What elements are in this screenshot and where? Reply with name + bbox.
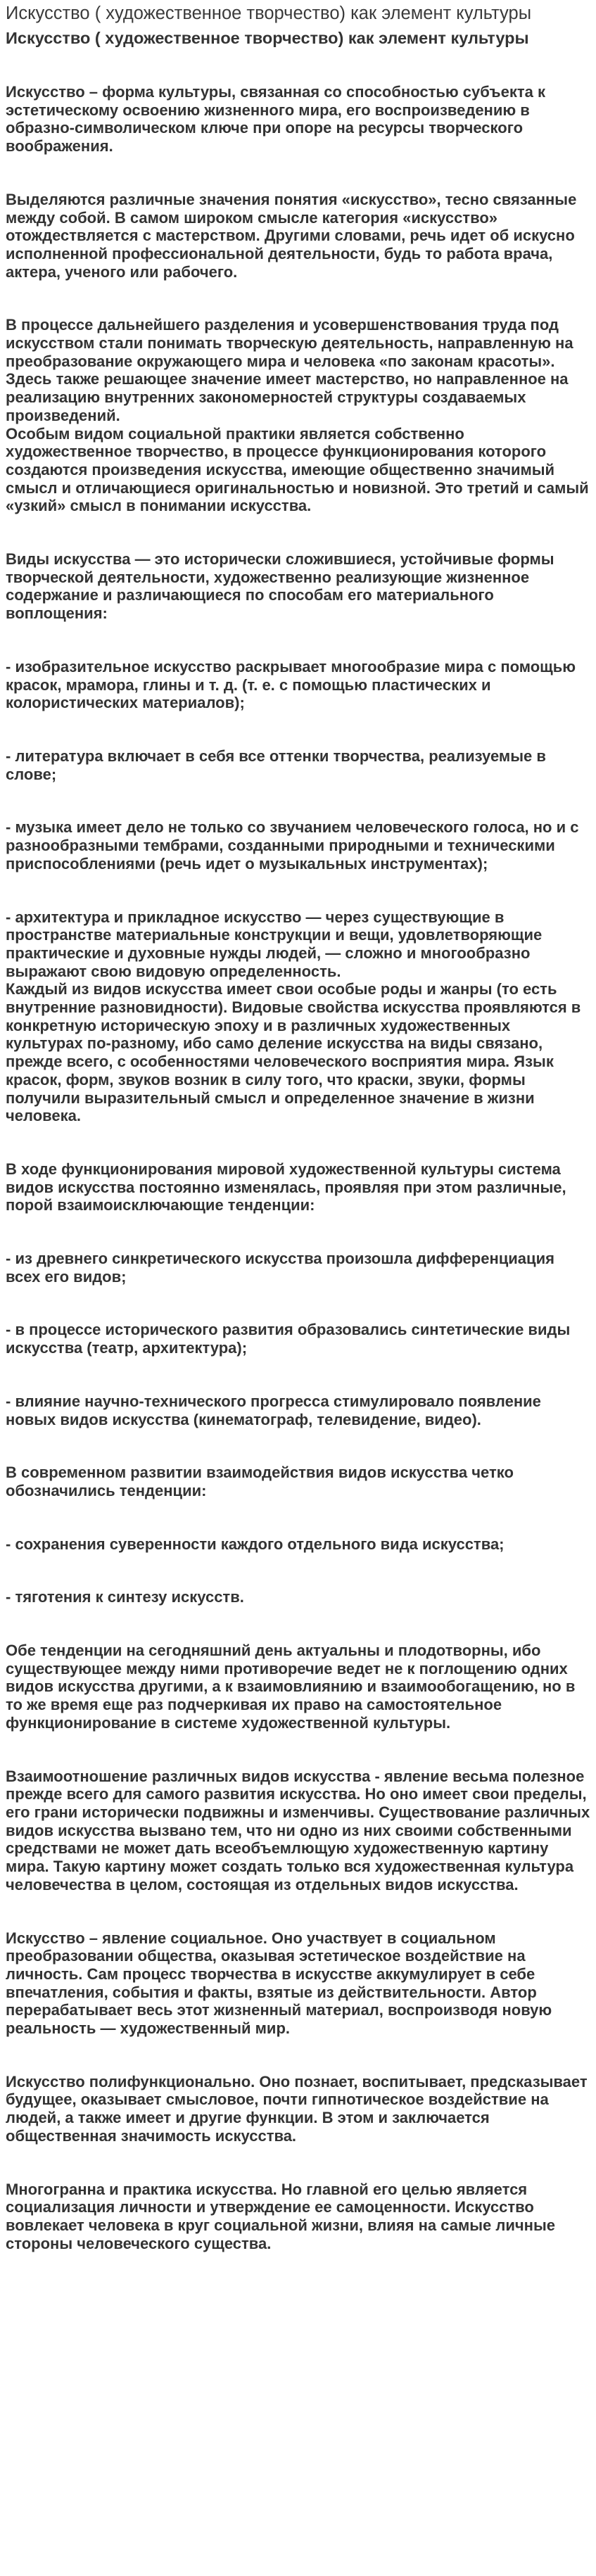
- list-item-music: - музыка имеет дело не только со звучанием человеческого голоса, но и с разнообразными тембрами, созданными природными и техническими приспособлениями (речь идет о музыкальных инструментах);: [6, 818, 579, 873]
- list-item-literature: - литература включает в себя все оттенки творчества, реализуемые в слове;: [6, 747, 546, 783]
- list-item-differentiation: - из древнего синкретического искусства произошла дифференциация всех его видов;: [6, 1250, 554, 1286]
- paragraph-division-of-labor: В процессе дальнейшего разделения и усовершенствования труда под искусством стали понимать творческую деятельность, направленную на преобразование окружающего мира и человека «по законам красоты». Здесь также решающее значение имеет мастерство, но направленное на реализацию внутренних закономерностей структуры создаваемых произведений.: [6, 316, 573, 424]
- page-title: Искусство ( художественное творчество) как элемент культуры: [6, 4, 532, 23]
- list-item-new-arts: - влияние научно-технического прогресса стимулировало появление новых видов искусства (кинематограф, телевидение, видео).: [6, 1392, 541, 1428]
- paragraph-interrelation: Взаимоотношение различных видов искусства - явление весьма полезное прежде всего для самого развития искусства. Но оно имеет свои пределы, его грани исторически подвижны и изменчивы. Существование различных видов искусства вызвано тем, что ни одно из них своими собственными средствами не может дать всеобъемлющую художественную картину мира. Такую картину может создать только вся художественная культура человечества в целом, состоящая из отдельных видов искусства.: [6, 1767, 590, 1893]
- paragraph-system-changes: В ходе функционирования мировой художественной культуры система видов искусства постоянно изменялась, проявляя при этом различные, порой взаимоисключающие тенденции:: [6, 1160, 566, 1214]
- paragraph-kinds-of-art: Виды искусства — это исторически сложившиеся, устойчивые формы творческой деятельности, художественно реализующие жизненное содержание и различающиеся по способам его материального воплощения:: [6, 550, 554, 623]
- paragraph-modern-tendencies: В современном развитии взаимодействия видов искусства четко обозначились тенденции:: [6, 1464, 514, 1499]
- paragraph-definition: Искусство – форма культуры, связанная со способностью субъекта к эстетическому освоению жизненного мира, его воспроизведению в образно-символическом ключе при опоре на ресурсы творческого воображения.: [6, 83, 545, 156]
- paragraph-genres: Каждый из видов искусства имеет свои особые роды и жанры (то есть внутренние разновидности). Видовые свойства искусства проявляются в конкретную историческую эпоху и в различных художественных культурах по-разному, ибо само деление искусства на виды связано, прежде всего, с особенностями человеческого восприятия мира. Язык красок, форм, звуков возник в силу того, что краски, звуки, формы получили выразительный смысл и определенное значение в жизни человека.: [6, 980, 581, 1125]
- paragraph-artistic-creation: Особым видом социальной практики является собственно художественное творчество, в процессе функционирования которого создаются произведения искусства, имеющие общественно значимый смысл и отличающиеся оригинальностью и новизной. Это третий и самый «узкий» смысл в понимании искусства.: [6, 424, 589, 515]
- paragraph-practice: Многогранна и практика искусства. Но главной его целью является социализация личности и утверждение ее самоценности. Искусство вовлекает человека в круг социальной жизни, влияя на самые личные стороны человеческого существа.: [6, 2180, 555, 2252]
- list-item-synthetic-arts: - в процессе исторического развития образовались синтетические виды искусства (театр, архитектура);: [6, 1321, 571, 1357]
- paragraph-social-phenomenon: Искусство – явление социальное. Оно участвует в социальном преобразовании общества, оказывая эстетическое воздействие на личность. Сам процесс творчества в искусстве аккумулирует в себе впечатления, события и факты, взятые из действительности. Автор перерабатывает весь этот жизненный материал, воспроизводя новую реальность — художественный мир.: [6, 1929, 552, 2038]
- list-item-fine-art: - изобразительное искусство раскрывает многообразие мира с помощью красок, мрамора, глины и т. д. (т. е. с помощью пластических и колористических материалов);: [6, 657, 576, 712]
- list-item-synthesis: - тяготения к синтезу искусств.: [6, 1588, 244, 1606]
- list-item-sovereignty: - сохранения суверенности каждого отдельного вида искусства;: [6, 1535, 505, 1553]
- article-heading: Искусство ( художественное творчество) как элемент культуры: [6, 29, 529, 47]
- paragraph-both-tendencies: Обе тенденции на сегодняшний день актуальны и плодотворны, ибо существующее между ними противоречие ведет не к поглощению одних видов искусства другими, а к взаимовлиянию и взаимообогащению, но в то же время еще раз подчеркивая их право на самостоятельное функционирование в системе художественной культуры.: [6, 1642, 576, 1732]
- list-item-architecture: - архитектура и прикладное искусство — через существующие в пространстве материальные конструкции и вещи, удовлетворяющие практические и духовные нужды людей, — сложно и многообразно выражают свою видовую определенность.: [6, 908, 543, 980]
- paragraph-meanings: Выделяются различные значения понятия «искусство», тесно связанные между собой. В самом широком смысле категория «искусство» отождествляется с мастерством. Другими словами, речь идет об искусно исполненной профессиональной деятельности, будь то работа врача, актера, ученого или рабочего.: [6, 190, 577, 281]
- paragraph-polyfunctional: Искусство полифункционально. Оно познает, воспитывает, предсказывает будущее, оказывает смысловое, почти гипнотическое воздействие на людей, а также имеет и другие функции. В этом и заключается общественная значимость искусства.: [6, 2072, 588, 2145]
- article-body: [6, 28, 590, 2252]
